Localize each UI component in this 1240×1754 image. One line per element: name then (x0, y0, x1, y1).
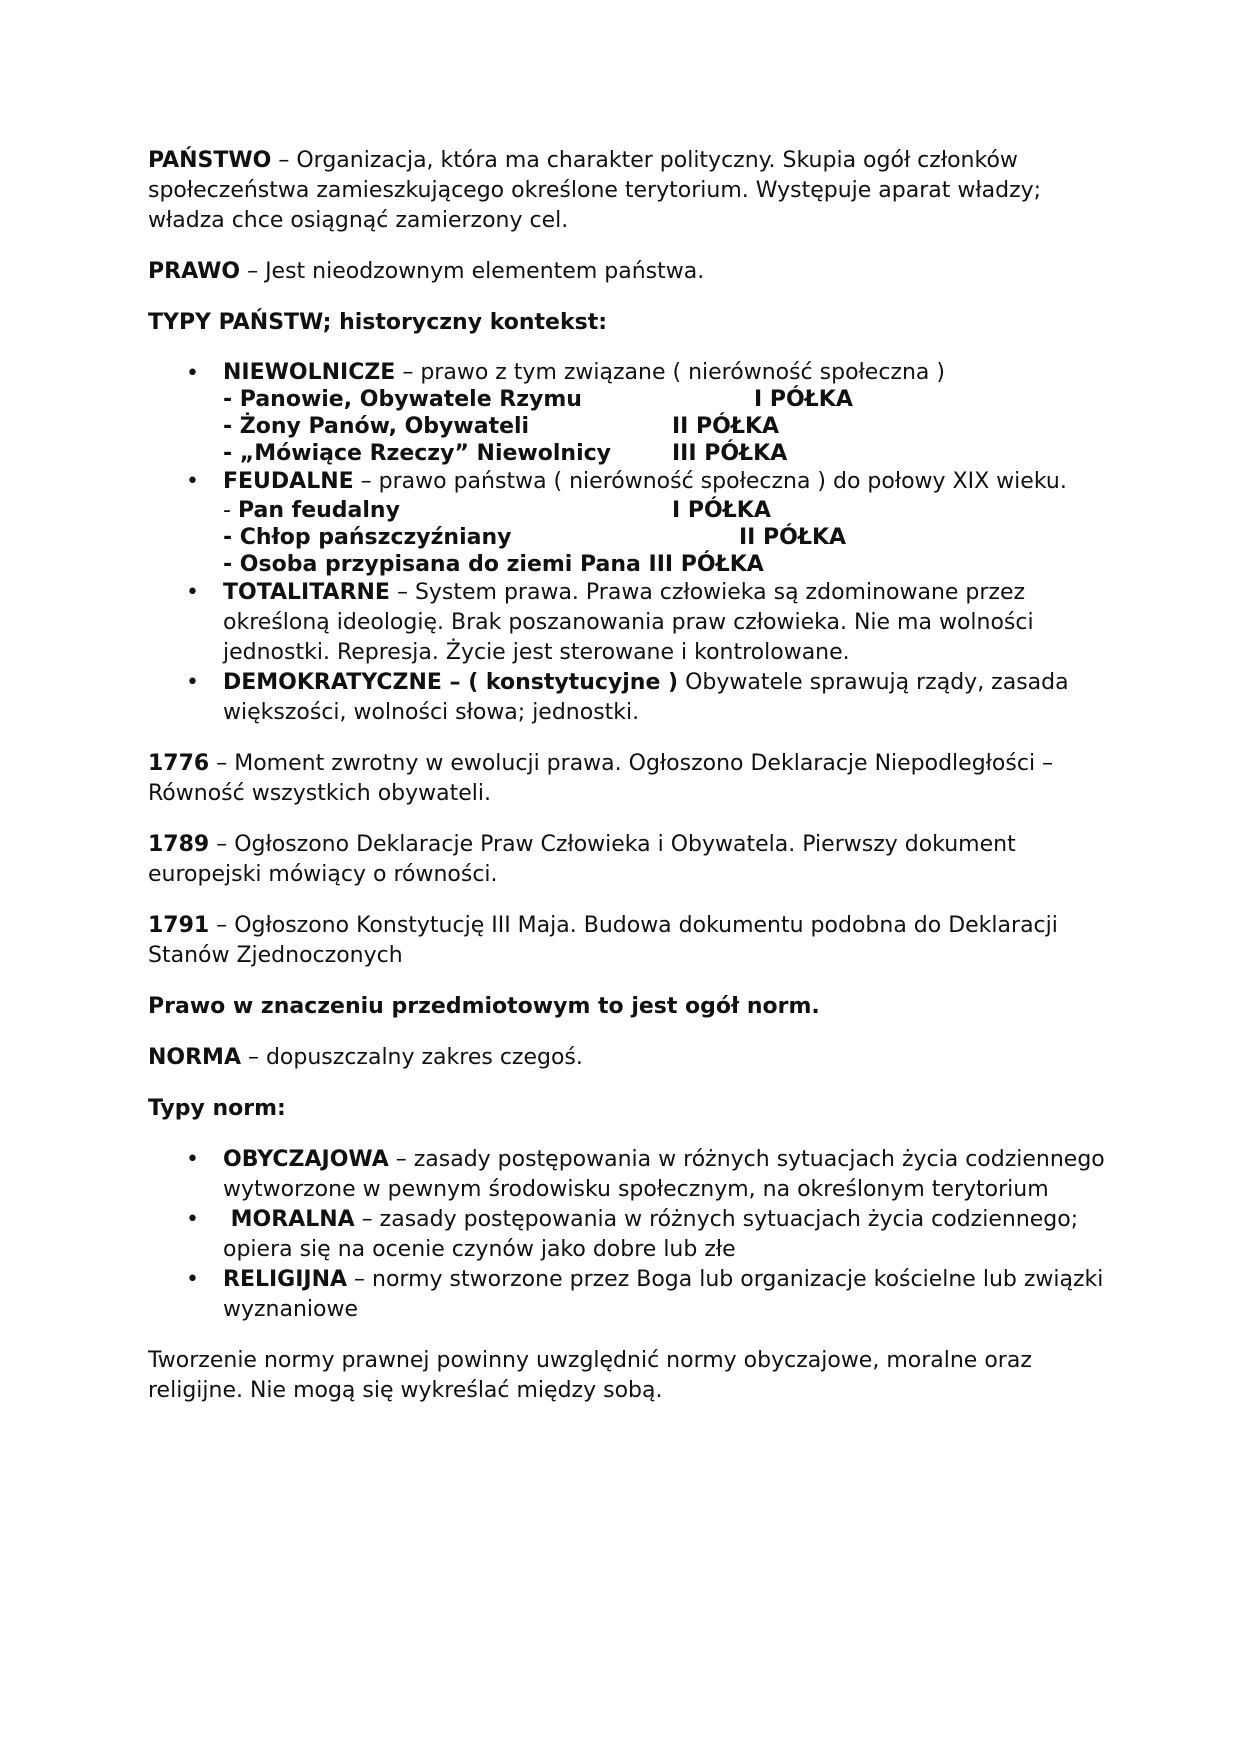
heading-prawo-przedmiotowe: Prawo w znaczeniu przedmiotowym to jest ogół norm. (148, 994, 820, 1019)
paragraph-1776: 1776 – Moment zwrotny w ewolucji prawa. Ogłoszono Deklaracje Niepodległości – Równość wszystkich obywateli. (148, 751, 1054, 806)
heading-typy-norm: Typy norm: (148, 1096, 286, 1121)
bullet-icon: • (186, 469, 199, 494)
sub-item: - Żony Panów, Obywateli II PÓŁKA (223, 414, 780, 439)
list-item-demokratyczne: • DEMOKRATYCZNE – ( konstytucyjne ) Obywatele sprawują rządy, zasada większości, wolności słowa; jednostki. (186, 670, 1069, 725)
list-item-religijna: • RELIGIJNA – normy stworzone przez Boga lub organizacje kościelne lub związki wyznaniowe (186, 1267, 1104, 1322)
sub-item: - „Mówiące Rzeczy” Niewolnicy III PÓŁKA (223, 441, 788, 466)
paragraph-prawo (148, 257, 1108, 287)
term-panstwo: PAŃSTWO (148, 148, 272, 173)
list-item-niewolnicze: • NIEWOLNICZE – prawo z tym związane ( nierówność społeczna ) - Panowie, Obywatele Rzymu I PÓŁKA - Żony Panów, Obywateli II PÓŁKA - „Mówiące Rzeczy” Niewolnicy III PÓŁKA (148, 359, 1108, 467)
def-panstwo: – Organizacja, która ma charakter polityczny. Skupia ogół członków społeczeństwa zamieszkującego określone terytorium. Występuje aparat władzy; władza chce osiągnąć zamierzony cel. (148, 148, 1042, 233)
paragraph-closing: Tworzenie normy prawnej powinny uwzględnić normy obyczajowe, moralne oraz religijne. Nie mogą się wykreślać między sobą. (148, 1348, 1032, 1403)
document-page (148, 146, 1108, 1427)
sub-item: - Pan feudalny I PÓŁKA (223, 498, 771, 523)
paragraph-1791: 1791 – Ogłoszono Konstytucję III Maja. Budowa dokumentu podobna do Deklaracji Stanów Zjednoczonych (148, 913, 1058, 968)
list-item-feudalne: • FEUDALNE – prawo państwa ( nierówność społeczna ) do połowy XIX wieku. - Pan feudalny I PÓŁKA - Chłop pańszczyźniany II PÓŁKA - Osoba przypisana do ziemi Pana III PÓŁKA (148, 467, 1108, 578)
bullet-icon: • (186, 1207, 199, 1232)
bullet-icon: • (186, 580, 199, 605)
sub-item: - Osoba przypisana do ziemi Pana III PÓŁKA (223, 552, 764, 577)
bullet-icon: • (186, 1147, 199, 1172)
sub-item: - Panowie, Obywatele Rzymu I PÓŁKA (223, 387, 853, 412)
bullet-icon: • (186, 1267, 199, 1292)
def-prawo: – Jest nieodzownym elementem państwa. (240, 259, 705, 284)
bullet-icon: • (186, 361, 199, 386)
paragraph-norma: NORMA – dopuszczalny zakres czegoś. (148, 1045, 583, 1070)
state-types-list (148, 359, 1108, 728)
list-item-obyczajowa: • OBYCZAJOWA – zasady postępowania w różnych sytuacjach życia codziennego wytworzone w pewnym środowisku społecznym, na określonym terytorium (186, 1147, 1105, 1202)
term-prawo: PRAWO (148, 259, 241, 284)
paragraph-1789: 1789 – Ogłoszono Deklaracje Praw Człowieka i Obywatela. Pierwszy dokument europejski mówiący o równości. (148, 832, 1016, 887)
list-item-totalitarne: • TOTALITARNE – System prawa. Prawa człowieka są zdominowane przez określoną ideologię. Brak poszanowania praw człowieka. Nie ma wolności jednostki. Represja. Życie jest sterowane i kontrolowane. (186, 580, 1034, 665)
norm-types-list (148, 1145, 1108, 1325)
paragraph-panstwo (148, 146, 1108, 236)
sub-item: - Chłop pańszczyźniany II PÓŁKA (223, 525, 847, 550)
bullet-icon: • (186, 670, 199, 695)
heading-typy-panstw: TYPY PAŃSTW; historyczny kontekst: (148, 310, 608, 335)
list-item-moralna: • MORALNA – zasady postępowania w różnych sytuacjach życia codziennego; opiera się na ocenie czynów jako dobre lub złe (186, 1207, 1079, 1262)
